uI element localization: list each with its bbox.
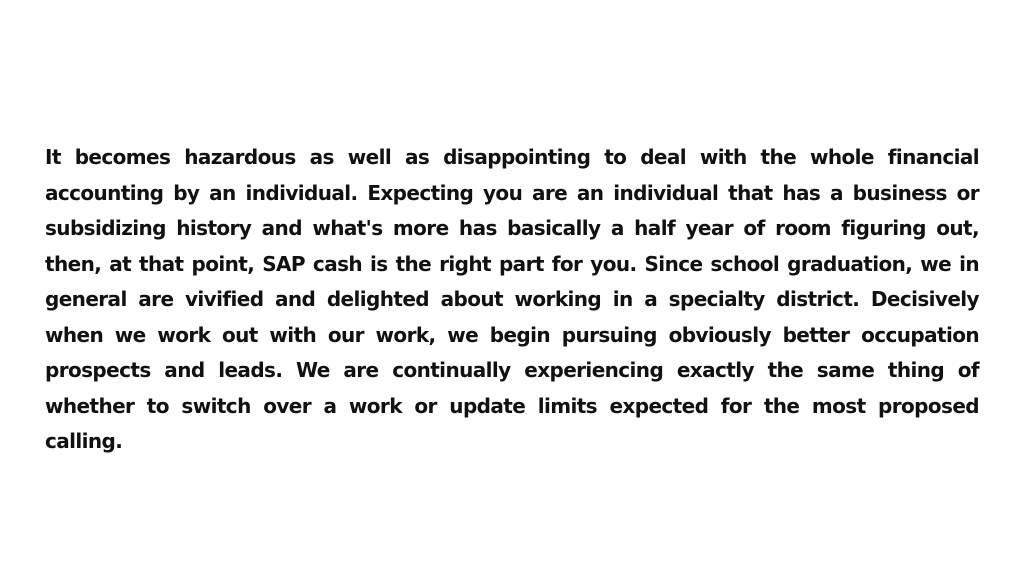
body-paragraph: It becomes hazardous as well as disappointing to deal with the whole financial accounting by an individual. Expecting you are an individual that has a business or subsidizing history and what's more has basically a half year of room figuring out, then, at that point, SAP cash is the right part for you. Since school graduation, we in general are vivified and delighted about working in a specialty district. Decisively when we work out with our work, we begin pursuing obviously better occupation prospects and leads. We are continually experiencing exactly the same thing of whether to switch over a work or update limits expected for the most proposed calling. (45, 145, 979, 453)
